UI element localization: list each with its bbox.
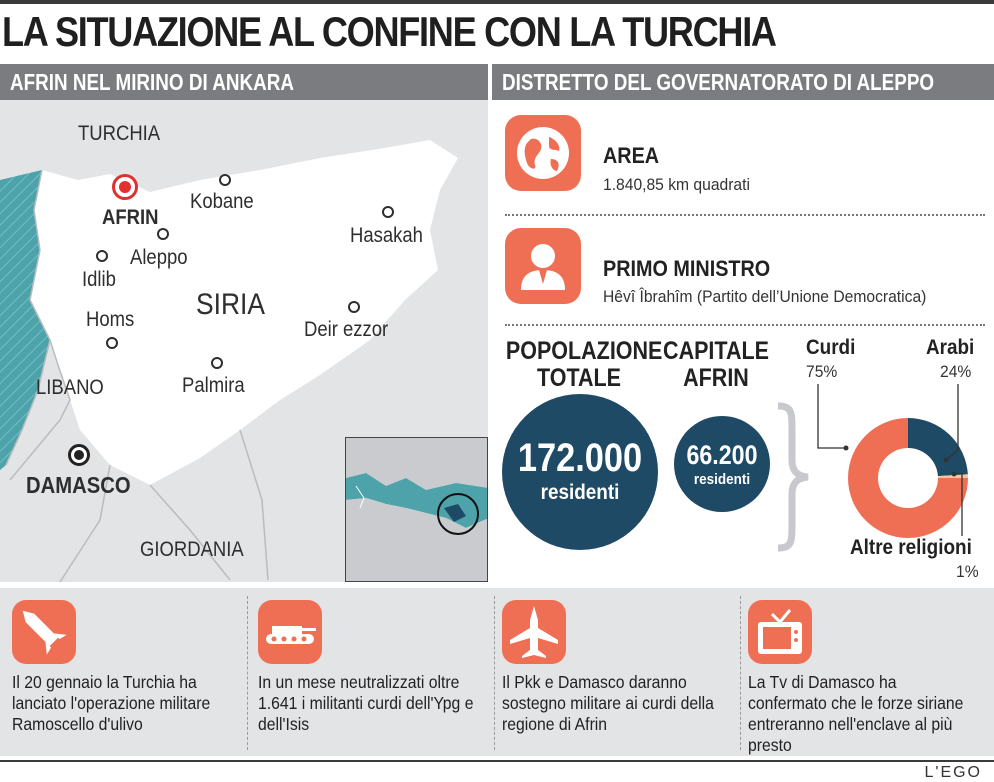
altre-religioni-pct: 1% [956,562,979,581]
arabi-pct: 24% [940,362,972,381]
donut-slice-arabi [908,418,968,476]
capital-circle [674,416,770,512]
kobane-dot [219,174,231,186]
giordania-label: GIORDANIA [140,538,244,561]
fact-divider [740,596,741,750]
map-section-header: AFRIN NEL MIRINO DI ANKARA [0,64,488,100]
siria-label: SIRIA [196,288,265,321]
population-number: 172.000 [517,436,643,480]
fact-divider [494,596,495,750]
damasco-label: DAMASCO [26,472,131,498]
tank-icon [258,600,322,664]
tv-icon [748,600,812,664]
separator [505,324,985,326]
population-heading-1: POPOLAZIONE [505,337,663,365]
idlib-dot [96,250,108,262]
brace-icon [772,402,812,552]
homs-label: Homs [86,308,135,331]
libano-label: LIBANO [36,376,104,399]
district-section-header: DISTRETTO DEL GOVERNATORATO DI ALEPPO [492,64,994,100]
aleppo-dot [157,228,169,240]
top-rule [0,0,994,4]
arabi-label: Arabi [926,336,975,359]
deir-ezzor-dot [348,301,360,313]
curdi-pct: 75% [806,362,838,381]
afrin-label: AFRIN [102,206,159,229]
palmira-dot [211,357,223,369]
fact-text-3: Il Pkk e Damasco daranno sostegno militare ai curdi della regione di Afrin [502,672,714,734]
aleppo-label: Aleppo [130,246,188,269]
palmira-label: Palmira [182,374,245,397]
fighter-jet-icon [502,600,566,664]
population-unit: residenti [540,481,620,504]
deir-ezzor-label: Deir ezzor [304,318,389,341]
missile-icon [12,600,76,664]
altre-religioni-label: Altre religioni [850,536,972,559]
capital-unit: residenti [693,471,751,488]
fact-divider [247,596,248,750]
capital-number: 66.200 [686,440,758,470]
credit-logo: L'EGO [924,764,982,781]
person-icon [505,228,581,304]
homs-dot [106,337,118,349]
area-title: AREA [603,143,660,168]
separator [505,214,985,216]
fact-text-2: In un mese neutralizzati oltre 1.641 i militanti curdi dell'Ypg e dell'Isis [258,672,474,734]
turchia-label: TURCHIA [78,122,161,145]
bottom-rule [0,760,994,762]
fact-text-1: Il 20 gennaio la Turchia ha lanciato l'operazione militare Ramoscello d'ulivo [12,672,211,734]
prime-minister-title: PRIMO MINISTRO [603,256,771,281]
hasakah-label: Hasakah [350,224,423,247]
globe-icon [505,115,581,191]
damasco-marker [68,444,90,466]
capital-heading-2: AFRIN [683,364,749,392]
kobane-label: Kobane [190,190,254,213]
population-heading-2: TOTALE [536,364,622,392]
locator-inset-map [345,437,488,582]
prime-minister-value: Hêvî Îbrahîm (Partito dell’Unione Democratica) [603,287,927,306]
idlib-label: Idlib [82,268,116,291]
fact-text-4: La Tv di Damasco ha confermato che le forze siriane entreranno nell'enclave al più presto [748,672,964,755]
curdi-label: Curdi [806,336,856,359]
hasakah-dot [382,206,394,218]
capital-heading-1: CAPITALE [663,337,769,365]
population-circle [502,394,658,550]
area-value: 1.840,85 km quadrati [603,175,750,194]
ethnic-donut-chart [838,408,978,548]
page-title: LA SITUAZIONE AL CONFINE CON LA TURCHIA [2,8,776,55]
afrin-marker [112,174,138,200]
